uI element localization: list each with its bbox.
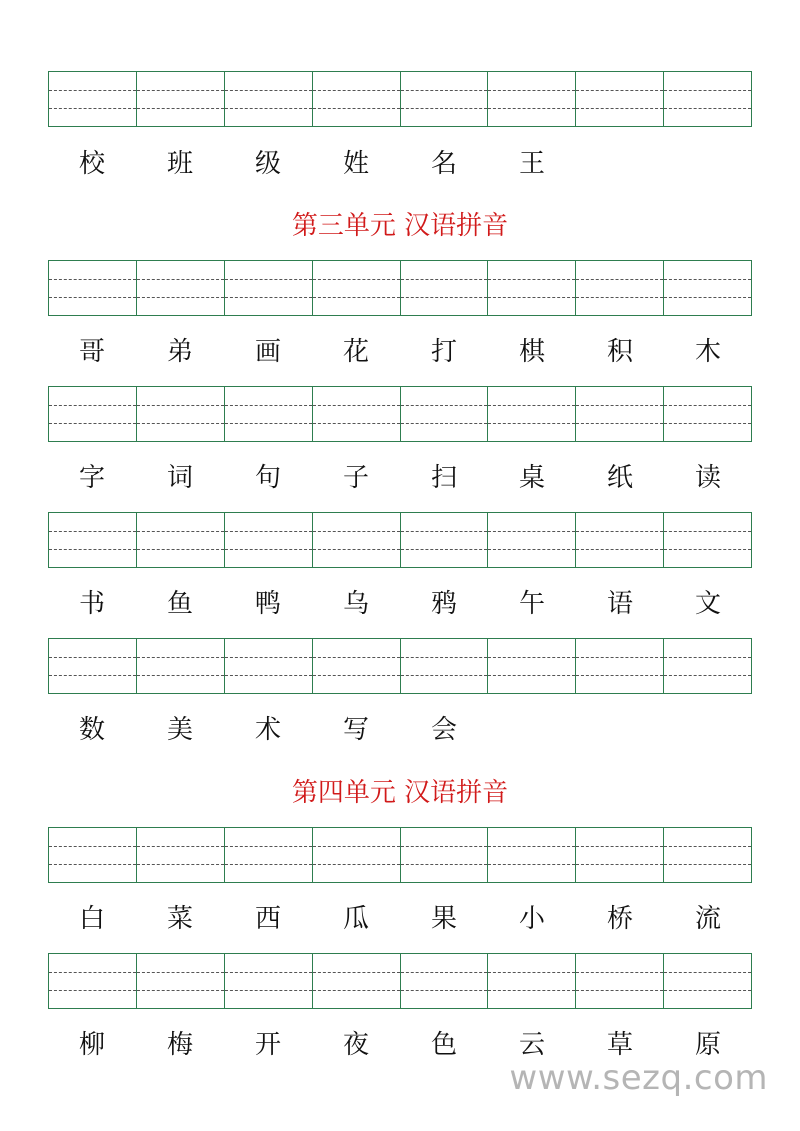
hanzi-character: 鱼 (166, 589, 193, 619)
pinyin-writing-cell[interactable] (49, 387, 136, 441)
pinyin-writing-cell[interactable] (487, 513, 575, 567)
hanzi-character: 子 (342, 463, 369, 493)
pinyin-writing-cell[interactable] (400, 639, 488, 693)
pinyin-writing-cell[interactable] (400, 387, 488, 441)
pinyin-writing-cell[interactable] (49, 828, 136, 882)
hanzi-character: 会 (430, 715, 457, 745)
pinyin-writing-cell[interactable] (400, 828, 488, 882)
hanzi-character: 乌 (342, 589, 369, 619)
pinyin-writing-cell[interactable] (224, 387, 312, 441)
character-row (48, 710, 752, 750)
pinyin-writing-cell[interactable] (663, 72, 751, 126)
pinyin-writing-cell[interactable] (487, 828, 575, 882)
pinyin-writing-cell[interactable] (136, 513, 224, 567)
hanzi-character: 色 (430, 1030, 457, 1060)
hanzi-character: 画 (254, 337, 281, 367)
hanzi-character: 数 (78, 715, 105, 745)
pinyin-writing-cell[interactable] (400, 954, 488, 1008)
pinyin-writing-cell[interactable] (663, 639, 751, 693)
pinyin-writing-cell[interactable] (49, 261, 136, 315)
pinyin-writing-cell[interactable] (487, 954, 575, 1008)
pinyin-writing-cell[interactable] (663, 513, 751, 567)
hanzi-character: 句 (254, 463, 281, 493)
character-row (48, 584, 752, 624)
hanzi-character: 夜 (342, 1030, 369, 1060)
pinyin-writing-cell[interactable] (400, 513, 488, 567)
pinyin-writing-cell[interactable] (575, 954, 663, 1008)
hanzi-character: 西 (254, 904, 281, 934)
hanzi-character: 级 (254, 149, 281, 179)
hanzi-character: 哥 (78, 337, 105, 367)
character-row (48, 458, 752, 498)
hanzi-character: 字 (78, 463, 105, 493)
hanzi-character: 流 (694, 904, 721, 934)
pinyin-writing-cell[interactable] (575, 387, 663, 441)
character-row (48, 332, 752, 372)
hanzi-character: 原 (694, 1030, 721, 1060)
pinyin-writing-cell[interactable] (663, 954, 751, 1008)
pinyin-writing-grid (48, 71, 752, 127)
hanzi-character: 白 (78, 904, 105, 934)
hanzi-character: 纸 (606, 463, 633, 493)
hanzi-character: 小 (518, 904, 545, 934)
pinyin-writing-cell[interactable] (224, 828, 312, 882)
pinyin-writing-cell[interactable] (312, 513, 400, 567)
pinyin-writing-cell[interactable] (400, 72, 488, 126)
hanzi-character: 瓜 (342, 904, 369, 934)
pinyin-writing-grid (48, 386, 752, 442)
pinyin-writing-cell[interactable] (49, 639, 136, 693)
pinyin-writing-grid (48, 260, 752, 316)
pinyin-writing-cell[interactable] (400, 261, 488, 315)
pinyin-writing-cell[interactable] (575, 261, 663, 315)
hanzi-character: 语 (606, 589, 633, 619)
hanzi-character: 柳 (78, 1030, 105, 1060)
pinyin-writing-grid (48, 953, 752, 1009)
pinyin-writing-cell[interactable] (49, 513, 136, 567)
pinyin-writing-cell[interactable] (575, 513, 663, 567)
watermark: www.sezq.com (509, 1058, 768, 1098)
hanzi-character: 草 (606, 1030, 633, 1060)
hanzi-character: 打 (430, 337, 457, 367)
pinyin-writing-cell[interactable] (224, 954, 312, 1008)
hanzi-character: 扫 (430, 463, 457, 493)
pinyin-writing-cell[interactable] (136, 639, 224, 693)
character-row (48, 899, 752, 939)
pinyin-writing-cell[interactable] (663, 261, 751, 315)
hanzi-character: 美 (166, 715, 193, 745)
pinyin-writing-cell[interactable] (487, 639, 575, 693)
pinyin-writing-cell[interactable] (575, 72, 663, 126)
hanzi-character: 开 (254, 1030, 281, 1060)
pinyin-writing-cell[interactable] (136, 954, 224, 1008)
hanzi-character: 木 (694, 337, 721, 367)
hanzi-character: 读 (694, 463, 721, 493)
hanzi-character: 姓 (342, 149, 369, 179)
hanzi-character: 写 (342, 715, 369, 745)
hanzi-character: 棋 (518, 337, 545, 367)
pinyin-writing-cell[interactable] (312, 72, 400, 126)
pinyin-writing-cell[interactable] (663, 387, 751, 441)
hanzi-character: 菜 (166, 904, 193, 934)
pinyin-writing-grid (48, 512, 752, 568)
pinyin-writing-cell[interactable] (136, 828, 224, 882)
pinyin-writing-cell[interactable] (224, 72, 312, 126)
pinyin-writing-cell[interactable] (487, 72, 575, 126)
hanzi-character: 书 (78, 589, 105, 619)
hanzi-character: 术 (254, 715, 281, 745)
hanzi-character: 果 (430, 904, 457, 934)
hanzi-character: 桌 (518, 463, 545, 493)
pinyin-writing-cell[interactable] (224, 261, 312, 315)
hanzi-character: 名 (430, 149, 457, 179)
pinyin-writing-cell[interactable] (136, 387, 224, 441)
pinyin-writing-cell[interactable] (312, 261, 400, 315)
pinyin-writing-grid (48, 827, 752, 883)
hanzi-character: 梅 (166, 1030, 193, 1060)
pinyin-writing-cell[interactable] (312, 387, 400, 441)
section-title: 第四单元 汉语拼音 (291, 778, 509, 808)
hanzi-character: 词 (166, 463, 193, 493)
pinyin-writing-cell[interactable] (312, 954, 400, 1008)
hanzi-character: 鸭 (254, 589, 281, 619)
pinyin-writing-cell[interactable] (663, 828, 751, 882)
hanzi-character: 文 (694, 589, 721, 619)
hanzi-character: 午 (518, 589, 545, 619)
hanzi-character: 积 (606, 337, 633, 367)
hanzi-character: 云 (518, 1030, 545, 1060)
pinyin-writing-cell[interactable] (224, 513, 312, 567)
hanzi-character: 校 (78, 149, 105, 179)
pinyin-writing-cell[interactable] (224, 639, 312, 693)
hanzi-character: 班 (166, 149, 193, 179)
pinyin-writing-cell[interactable] (136, 261, 224, 315)
hanzi-character: 王 (518, 149, 545, 179)
hanzi-character: 弟 (166, 337, 193, 367)
pinyin-writing-cell[interactable] (136, 72, 224, 126)
pinyin-writing-cell[interactable] (49, 954, 136, 1008)
pinyin-writing-cell[interactable] (312, 828, 400, 882)
character-row (48, 144, 752, 184)
pinyin-writing-cell[interactable] (312, 639, 400, 693)
section-title: 第三单元 汉语拼音 (291, 211, 509, 241)
hanzi-character: 桥 (606, 904, 633, 934)
pinyin-writing-cell[interactable] (49, 72, 136, 126)
pinyin-writing-cell[interactable] (487, 387, 575, 441)
hanzi-character: 花 (342, 337, 369, 367)
hanzi-character: 鸦 (430, 589, 457, 619)
pinyin-writing-grid (48, 638, 752, 694)
pinyin-writing-cell[interactable] (487, 261, 575, 315)
pinyin-writing-cell[interactable] (575, 639, 663, 693)
pinyin-writing-cell[interactable] (575, 828, 663, 882)
